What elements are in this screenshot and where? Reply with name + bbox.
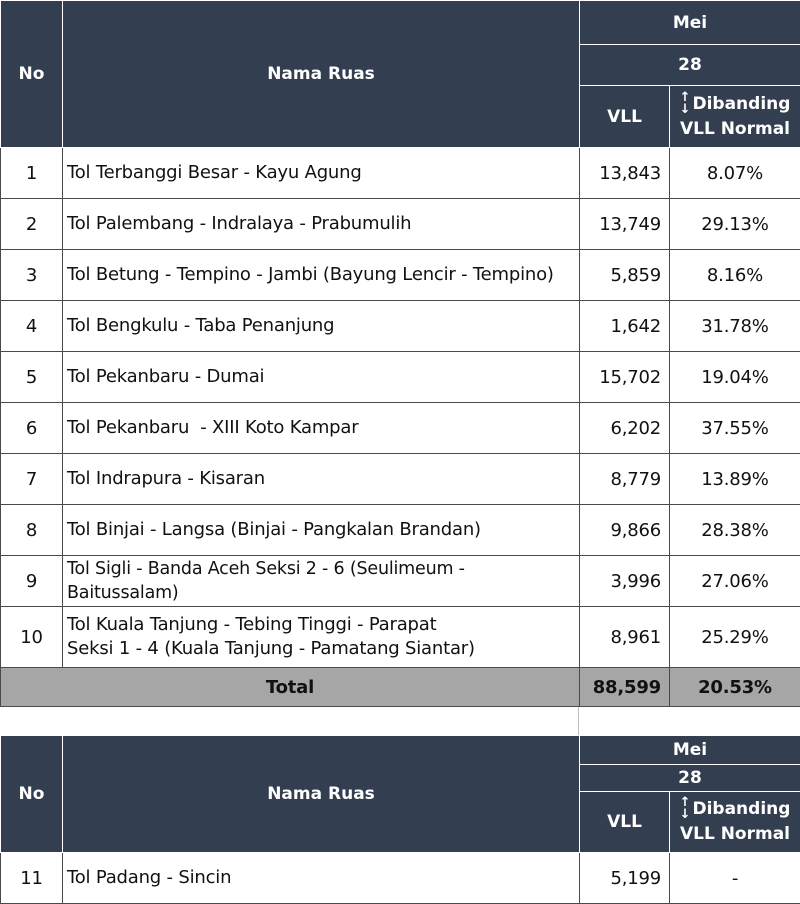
row-name: Tol Binjai - Langsa (Binjai - Pangkalan Brandan) (63, 505, 580, 556)
row-no: 11 (1, 853, 63, 904)
header-no: No (1, 1, 63, 148)
row-vll: 13,749 (580, 199, 670, 250)
row-no: 7 (1, 454, 63, 505)
total-pct: 20.53% (670, 668, 800, 707)
traffic-table-2 (0, 735, 800, 904)
row-no: 8 (1, 505, 63, 556)
row-pct: 29.13% (670, 199, 800, 250)
row-no: 3 (1, 250, 63, 301)
table-row (1, 403, 800, 454)
row-vll: 5,199 (580, 853, 670, 904)
row-vll: 5,859 (580, 250, 670, 301)
row-pct: 8.07% (670, 148, 800, 199)
row-no: 1 (1, 148, 63, 199)
table-gap (0, 707, 800, 735)
table-row (1, 250, 800, 301)
total-label: Total (1, 668, 580, 707)
row-pct: 31.78% (670, 301, 800, 352)
row-name: Tol Padang - Sincin (63, 853, 580, 904)
row-name: Tol Betung - Tempino - Jambi (Bayung Lencir - Tempino) (63, 250, 580, 301)
row-name: Tol Bengkulu - Taba Penanjung (63, 301, 580, 352)
row-pct: 28.38% (670, 505, 800, 556)
row-no: 10 (1, 607, 63, 668)
header-dibanding-line1: Dibanding (692, 94, 790, 114)
row-name: Tol Palembang - Indralaya - Prabumulih (63, 199, 580, 250)
table-row (1, 352, 800, 403)
row-no: 5 (1, 352, 63, 403)
row-name-line1: Tol Kuala Tanjung - Tebing Tinggi - Parapat (67, 614, 436, 635)
row-vll: 3,996 (580, 556, 670, 607)
row-pct: 13.89% (670, 454, 800, 505)
header-dibanding-line2: VLL Normal (680, 824, 790, 844)
row-no: 9 (1, 556, 63, 607)
row-name: Tol Indrapura - Kisaran (63, 454, 580, 505)
row-no: 6 (1, 403, 63, 454)
row-vll: 9,866 (580, 505, 670, 556)
header-dibanding (670, 792, 800, 853)
row-vll: 1,642 (580, 301, 670, 352)
table-row (1, 301, 800, 352)
row-pct: - (670, 853, 800, 904)
table-row (1, 556, 800, 607)
table-row (1, 199, 800, 250)
row-no: 4 (1, 301, 63, 352)
row-pct: 37.55% (670, 403, 800, 454)
row-name: Tol Terbanggi Besar - Kayu Agung (63, 148, 580, 199)
total-vll: 88,599 (580, 668, 670, 707)
header-dibanding-line1: Dibanding (692, 799, 790, 819)
table-row (1, 454, 800, 505)
row-vll: 8,961 (580, 607, 670, 668)
row-pct: 8.16% (670, 250, 800, 301)
row-vll: 13,843 (580, 148, 670, 199)
row-name: Tol Sigli - Banda Aceh Seksi 2 - 6 (Seulimeum - Baitussalam) (63, 556, 580, 607)
header-nama-ruas: Nama Ruas (63, 736, 580, 853)
header-vll: VLL (580, 792, 670, 853)
header-month: Mei (580, 736, 800, 765)
up-down-arrow-icon: ↑ ↓ (680, 797, 691, 821)
table-row (1, 505, 800, 556)
table-row (1, 148, 800, 199)
table-row (1, 853, 800, 904)
row-vll: 15,702 (580, 352, 670, 403)
header-nama-ruas: Nama Ruas (63, 1, 580, 148)
header-dibanding-line2: VLL Normal (680, 119, 790, 139)
table-row (1, 607, 800, 668)
row-pct: 25.29% (670, 607, 800, 668)
header-no: No (1, 736, 63, 853)
total-row (1, 668, 800, 707)
header-day: 28 (580, 45, 800, 86)
row-name: Tol Pekanbaru - Dumai (63, 352, 580, 403)
row-pct: 19.04% (670, 352, 800, 403)
gap-divider (578, 707, 579, 735)
row-name-line2: Seksi 1 - 4 (Kuala Tanjung - Pamatang Siantar) (67, 638, 475, 659)
header-dibanding (670, 86, 800, 148)
header-vll: VLL (580, 86, 670, 148)
row-vll: 6,202 (580, 403, 670, 454)
row-name: Tol Pekanbaru - XIII Koto Kampar (63, 403, 580, 454)
row-pct: 27.06% (670, 556, 800, 607)
row-no: 2 (1, 199, 63, 250)
header-day: 28 (580, 765, 800, 792)
up-down-arrow-icon: ↑ ↓ (680, 92, 691, 116)
row-vll: 8,779 (580, 454, 670, 505)
row-name (63, 607, 580, 668)
header-month: Mei (580, 1, 800, 45)
